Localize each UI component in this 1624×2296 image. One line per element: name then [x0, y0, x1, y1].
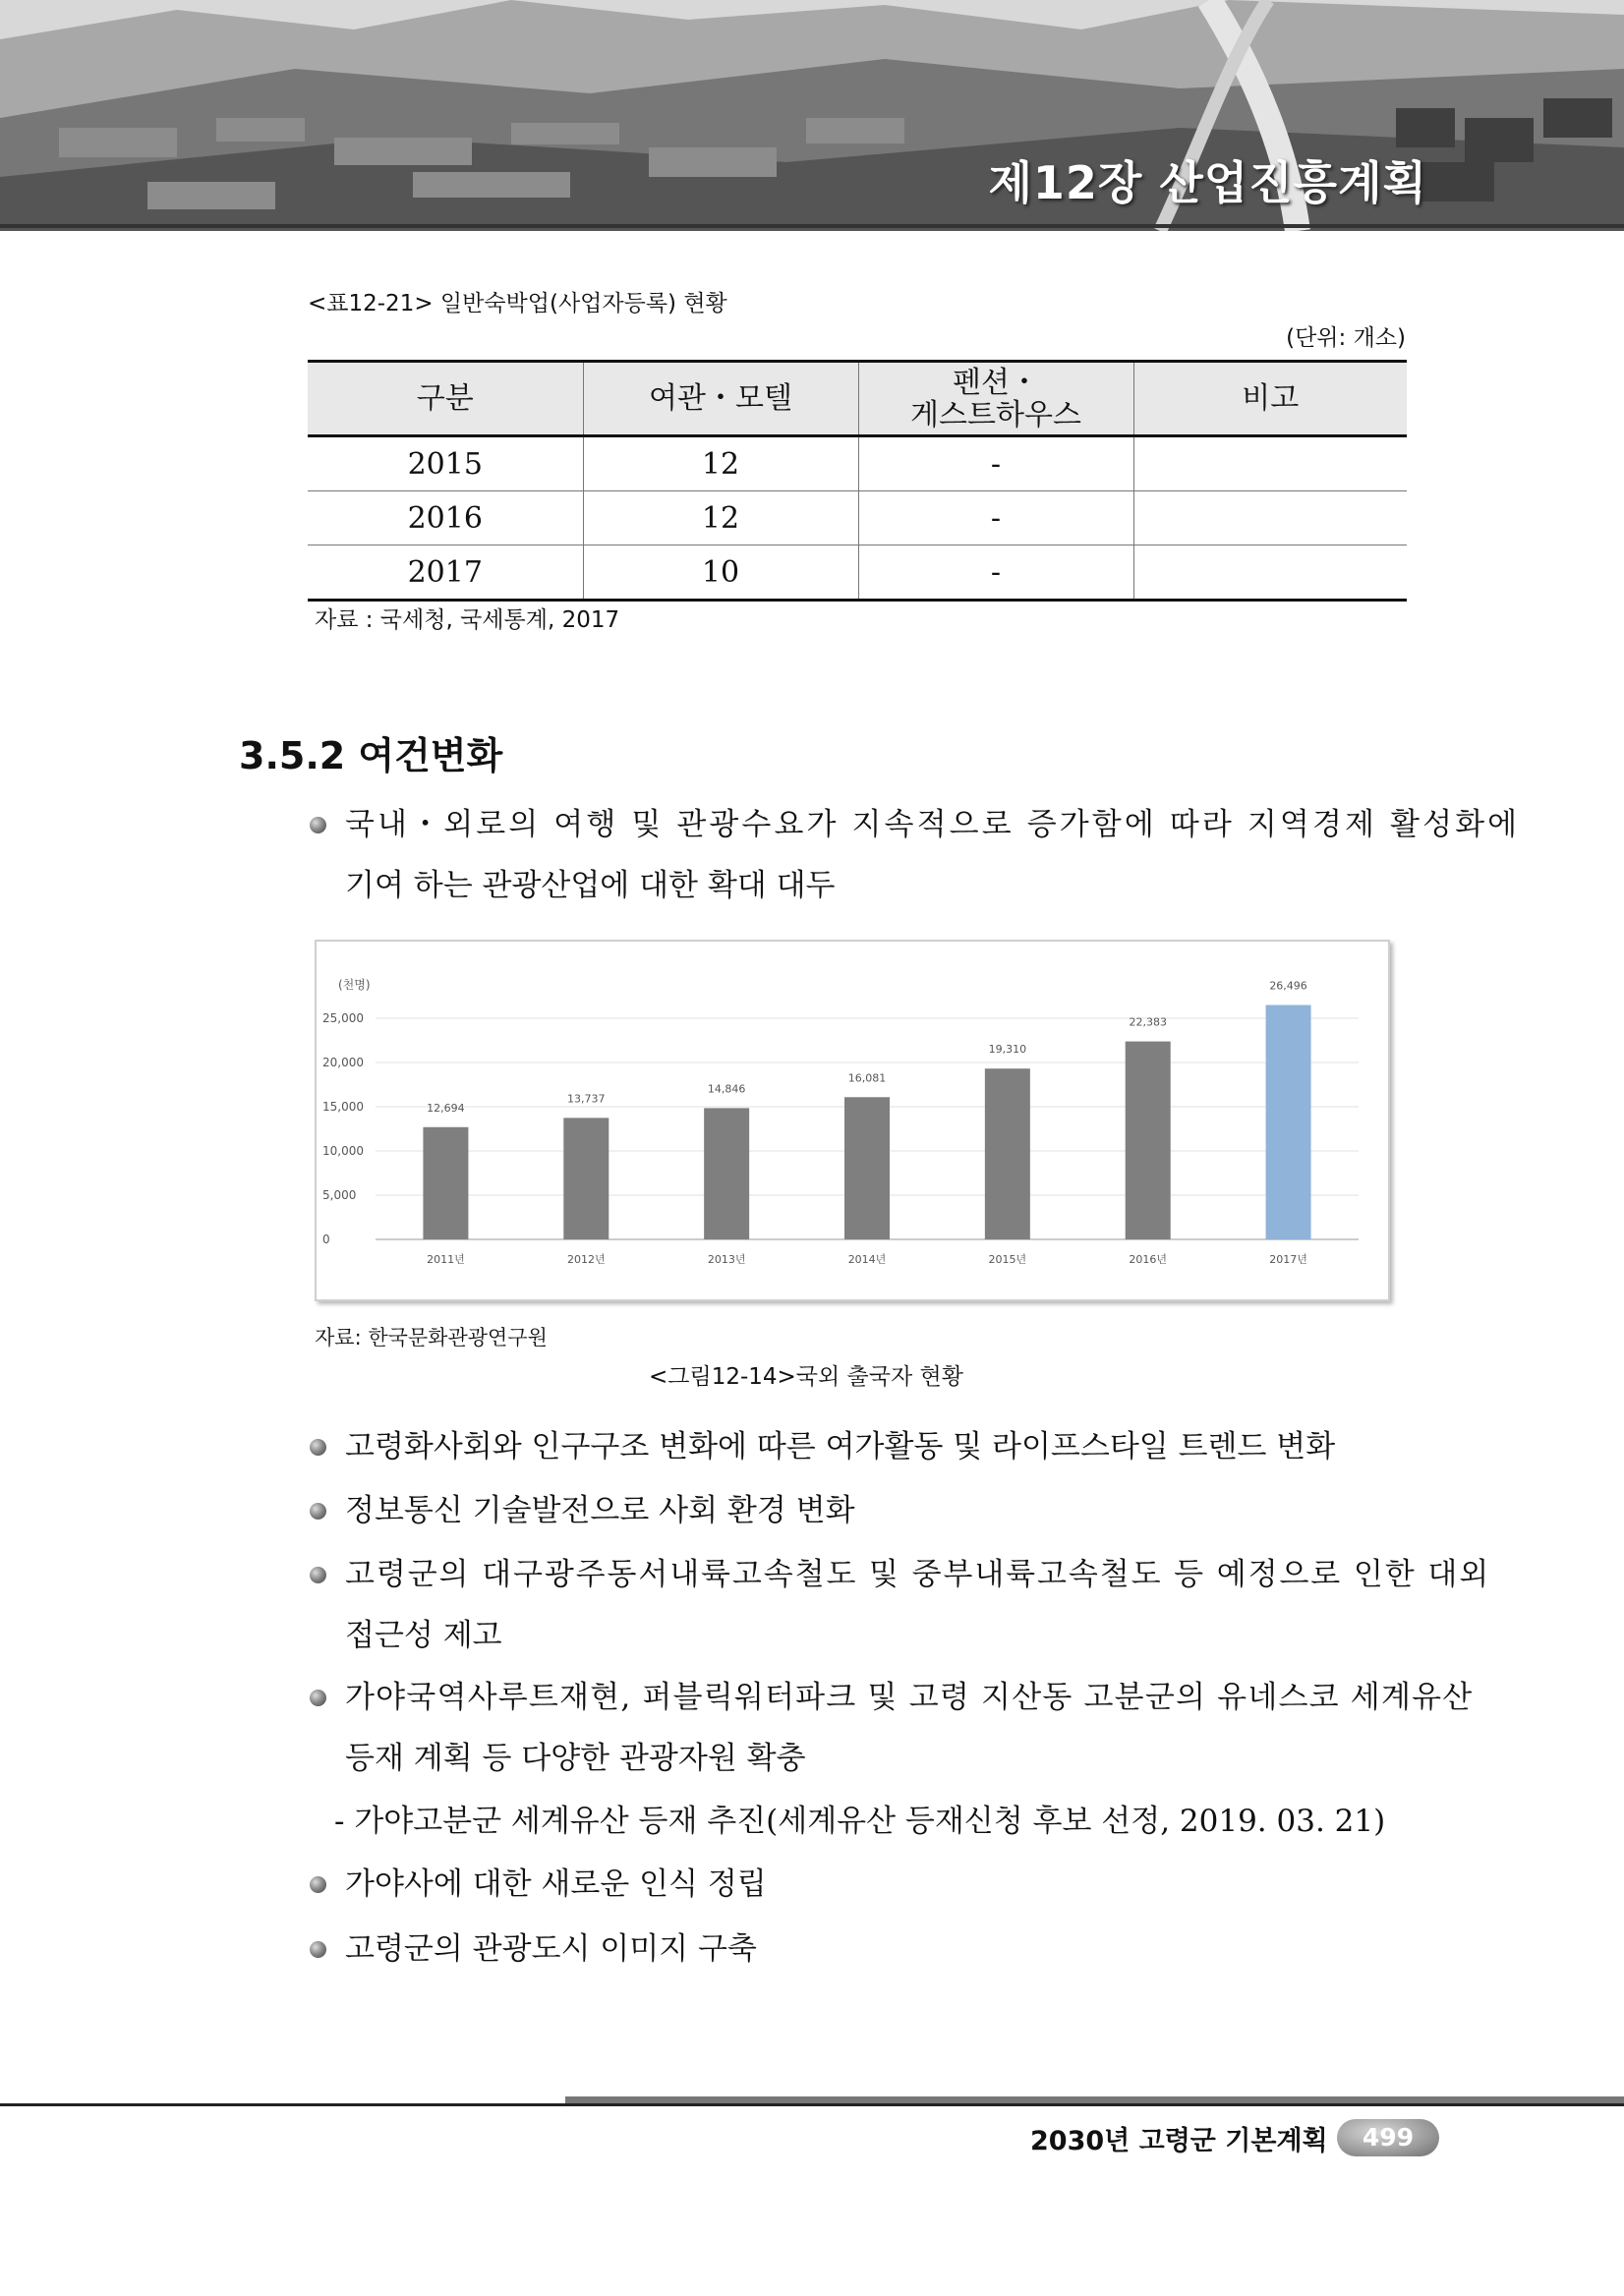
table-unit: (단위: 개소)	[1286, 325, 1406, 351]
header-pension	[858, 362, 1133, 436]
header-divider	[0, 224, 1624, 228]
chart-data-label: 16,081	[847, 1071, 887, 1085]
bullet-text: 고령군의 대구광주동서내륙고속철도 및 중부내륙고속철도 등 예정으로 인한 대외	[345, 1557, 1491, 1592]
bullet-text: 가야사에 대한 새로운 인식 정립	[345, 1866, 767, 1902]
chart-ytick-label: 10,000	[322, 1144, 364, 1158]
chart-xtick-label: 2016년	[1129, 1253, 1168, 1266]
page-number: 499	[1337, 2119, 1439, 2156]
chart-ytick-label: 25,000	[322, 1011, 364, 1025]
chart-bar	[704, 1108, 749, 1239]
cell-motel: 10	[583, 545, 858, 601]
list-item	[310, 1919, 757, 1980]
table-source: 자료 : 국세청, 국세통계, 2017	[315, 607, 620, 633]
cell-year: 2016	[308, 491, 583, 545]
list-item	[310, 1854, 767, 1915]
table-row	[308, 491, 1407, 545]
table-header-row	[308, 362, 1407, 436]
chart-bar	[1126, 1042, 1171, 1239]
chart-bar	[423, 1127, 468, 1239]
bullet-icon	[310, 1941, 326, 1958]
table-caption: <표12-21> 일반숙박업(사업자등록) 현황	[308, 291, 727, 316]
chart-xtick-label: 2017년	[1269, 1253, 1307, 1266]
cell-year: 2017	[308, 545, 583, 601]
chart-bar	[844, 1097, 890, 1239]
bullet-icon	[310, 1876, 326, 1893]
bullet-text: 고령군의 관광도시 이미지 구축	[345, 1931, 757, 1967]
chart-bar	[1266, 1005, 1311, 1239]
chart-xtick-label: 2015년	[988, 1253, 1027, 1266]
chart-ytick-label: 5,000	[322, 1188, 357, 1202]
chart-ytick-label: 0	[322, 1233, 330, 1246]
bullet-icon	[310, 1690, 326, 1706]
bullet-text: 국내・외로의 여행 및 관광수요가 지속적으로 증가함에 따라 지역경제 활성화에	[345, 807, 1521, 842]
bullet-icon	[310, 1503, 326, 1520]
cell-pension: -	[858, 491, 1133, 545]
chart-data-label: 12,694	[427, 1101, 465, 1115]
header-motel: 여관・모텔	[583, 362, 858, 436]
bullet-text: 정보통신 기술발전으로 사회 환경 변화	[345, 1493, 855, 1528]
list-item	[310, 1480, 855, 1541]
bullet-text-cont: 접근성 제고	[345, 1618, 502, 1653]
chart-data-label: 13,737	[567, 1092, 606, 1106]
header-note: 비고	[1133, 362, 1407, 436]
cell-pension: -	[858, 436, 1133, 491]
cell-motel: 12	[583, 436, 858, 491]
list-item	[310, 1416, 1335, 1477]
chart-xtick-label: 2013년	[707, 1253, 746, 1266]
chart-data-label: 14,846	[707, 1082, 746, 1096]
bullet-text: 가야국역사루트재현, 퍼블릭워터파크 및 고령 지산동 고분군의 유네스코 세계유산	[345, 1680, 1474, 1715]
bullet-text: 고령화사회와 인구구조 변화에 따른 여가활동 및 라이프스타일 트렌드 변화	[345, 1429, 1336, 1464]
lodging-table	[308, 360, 1407, 602]
cell-year: 2015	[308, 436, 583, 491]
table-row	[308, 545, 1407, 601]
figure-caption: <그림12-14>국외 출국자 현황	[649, 1364, 963, 1390]
chart-ytick-label: 15,000	[322, 1100, 364, 1114]
footer-divider	[0, 2103, 1624, 2106]
sub-list-item: - 가야고분군 세계유산 등재 추진(세계유산 등재신청 후보 선정, 2019. 03. 21)	[334, 1804, 1386, 1839]
chapter-title: 제12장 산업진흥계획	[988, 156, 1427, 209]
cell-pension: -	[858, 545, 1133, 601]
chart-bar	[563, 1118, 609, 1239]
cell-motel: 12	[583, 491, 858, 545]
outbound-travelers-chart	[315, 940, 1390, 1301]
list-item	[310, 794, 1520, 916]
section-heading: 3.5.2 여건변화	[239, 734, 503, 777]
chart-data-label: 26,496	[1269, 979, 1307, 993]
header-pension-line1: 펜션・	[953, 365, 1039, 400]
header-category: 구분	[308, 362, 583, 436]
chart-data-label: 22,383	[1129, 1015, 1167, 1029]
chart-xtick-label: 2014년	[847, 1253, 887, 1266]
bullet-icon	[310, 1439, 326, 1456]
cell-note	[1133, 436, 1407, 491]
footer-plan-title: 2030년 고령군 기본계획	[1030, 2126, 1328, 2156]
chart-source: 자료: 한국문화관광연구원	[315, 1326, 548, 1349]
bar-chart	[317, 942, 1388, 1299]
list-item	[310, 1544, 1490, 1666]
table-row	[308, 436, 1407, 491]
bullet-icon	[310, 1567, 326, 1583]
chart-bar	[985, 1068, 1030, 1239]
list-item	[310, 1667, 1473, 1789]
chart-xtick-label: 2011년	[427, 1253, 465, 1266]
bullet-text-cont: 등재 계획 등 다양한 관광자원 확충	[345, 1741, 806, 1776]
chart-unit-label: (천명)	[338, 978, 371, 992]
bullet-icon	[310, 817, 326, 833]
bullet-text-cont: 기여 하는 관광산업에 대한 확대 대두	[345, 868, 836, 903]
cell-note	[1133, 491, 1407, 545]
chart-data-label: 19,310	[988, 1043, 1027, 1057]
chart-xtick-label: 2012년	[566, 1253, 606, 1266]
chart-ytick-label: 20,000	[322, 1056, 364, 1069]
header-banner	[0, 0, 1624, 231]
cell-note	[1133, 545, 1407, 601]
header-pension-line2: 게스트하우스	[910, 397, 1081, 432]
